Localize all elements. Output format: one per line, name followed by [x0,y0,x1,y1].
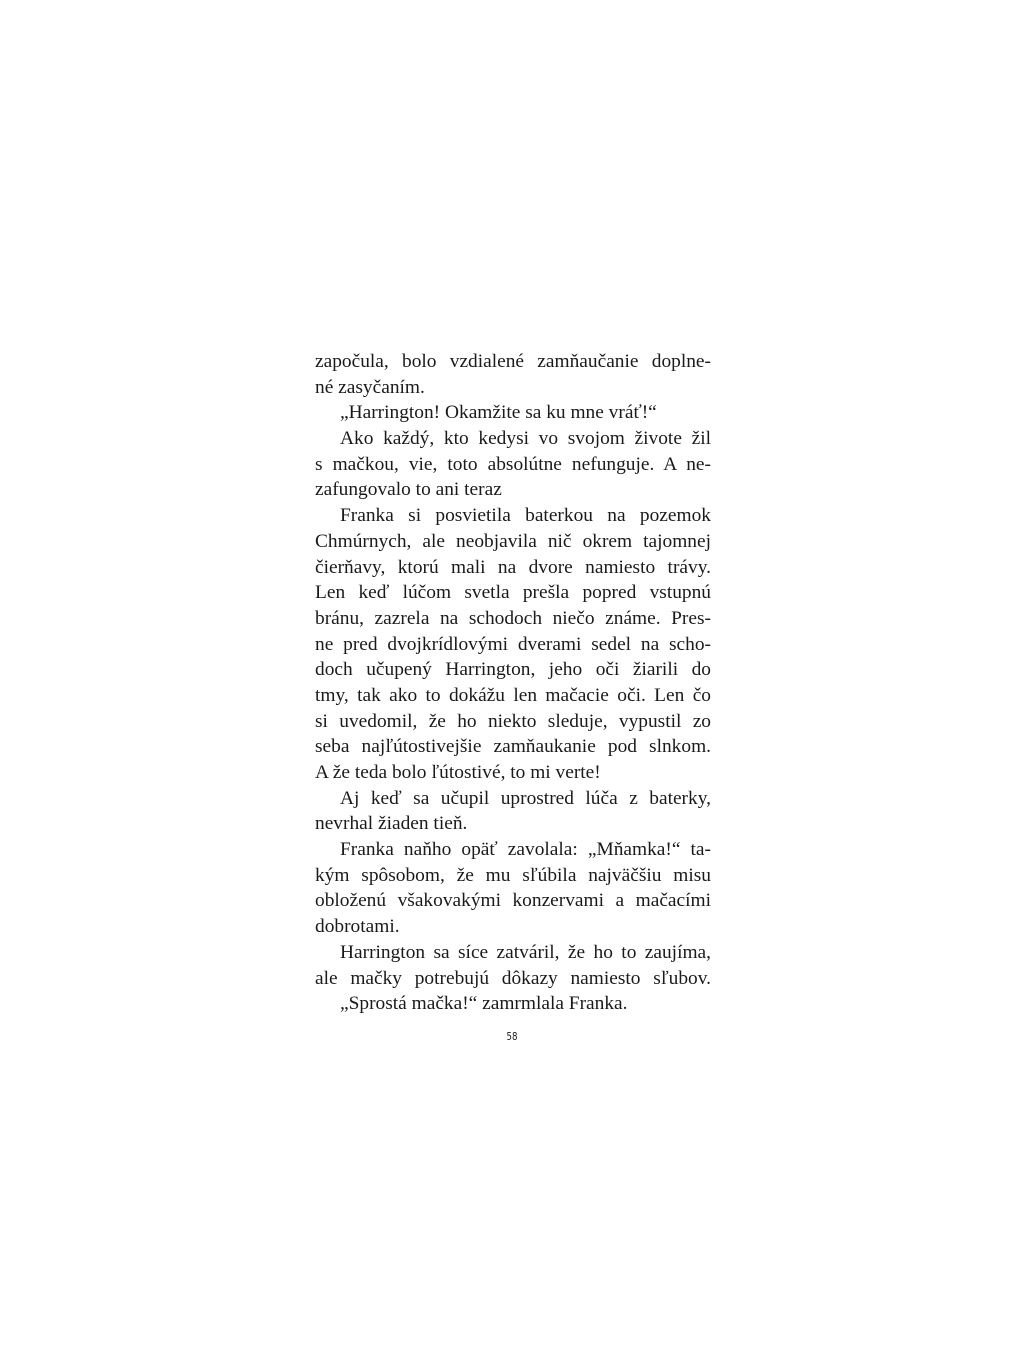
page-number: 58 [506,1030,518,1043]
text-line: si uvedomil, že ho niekto sleduje, vypustil zo [315,710,711,732]
text-line: ale mačky potrebujú dôkazy namiesto sľubov. [315,967,711,989]
text-line: zafungovalo to ani teraz [315,479,502,501]
text-line: Len keď lúčom svetla prešla popred vstupnú [315,582,711,604]
text-line: Ako každý, kto kedysi vo svojom živote žil [340,428,711,450]
text-line: čierňavy, ktorú mali na dvore namiesto trávy. [315,556,711,578]
text-line: „Harrington! Okamžite sa ku mne vráť!“ [340,402,657,424]
text-line: tmy, tak ako to dokážu len mačacie oči. Len čo [315,684,711,706]
text-line: s mačkou, vie, toto absolútne nefunguje. A ne- [315,453,711,475]
text-line: započula, bolo vzdialené zamňaučanie doplne- [315,351,711,372]
text-line: nevrhal žiaden tieň. [315,813,468,835]
text-line: Aj keď sa učupil uprostred lúča z baterky, [340,787,711,809]
text-line: seba najľútostivejšie zamňaukanie pod slnkom. [315,736,711,758]
text-line: dobrotami. [315,916,400,938]
text-line: Chmúrnych, ale neobjavila nič okrem tajomnej [315,530,711,552]
body-text [315,349,711,1017]
text-line: ne pred dvojkrídlovými dverami sedel na scho- [315,633,711,655]
text-line: doch učupený Harrington, jeho oči žiarili do [315,659,711,681]
text-line: né zasyčaním. [315,376,425,398]
text-line: Franka si posvietila baterkou na pozemok [340,505,711,527]
text-line: Harrington sa síce zatváril, že ho to zaujíma, [340,941,711,963]
text-line: Franka naňho opäť zavolala: „Mňamka!“ ta- [340,839,711,861]
text-line: kým spôsobom, že mu sľúbila najväčšiu misu [315,864,711,886]
text-line: „Sprostá mačka!“ zamrmlala Franka. [340,993,628,1015]
text-line: obloženú všakovakými konzervami a mačacími [315,890,711,912]
text-line: bránu, zazrela na schodoch niečo známe. Pres- [315,607,711,629]
text-line: A že teda bolo ľútostivé, to mi verte! [315,762,601,783]
